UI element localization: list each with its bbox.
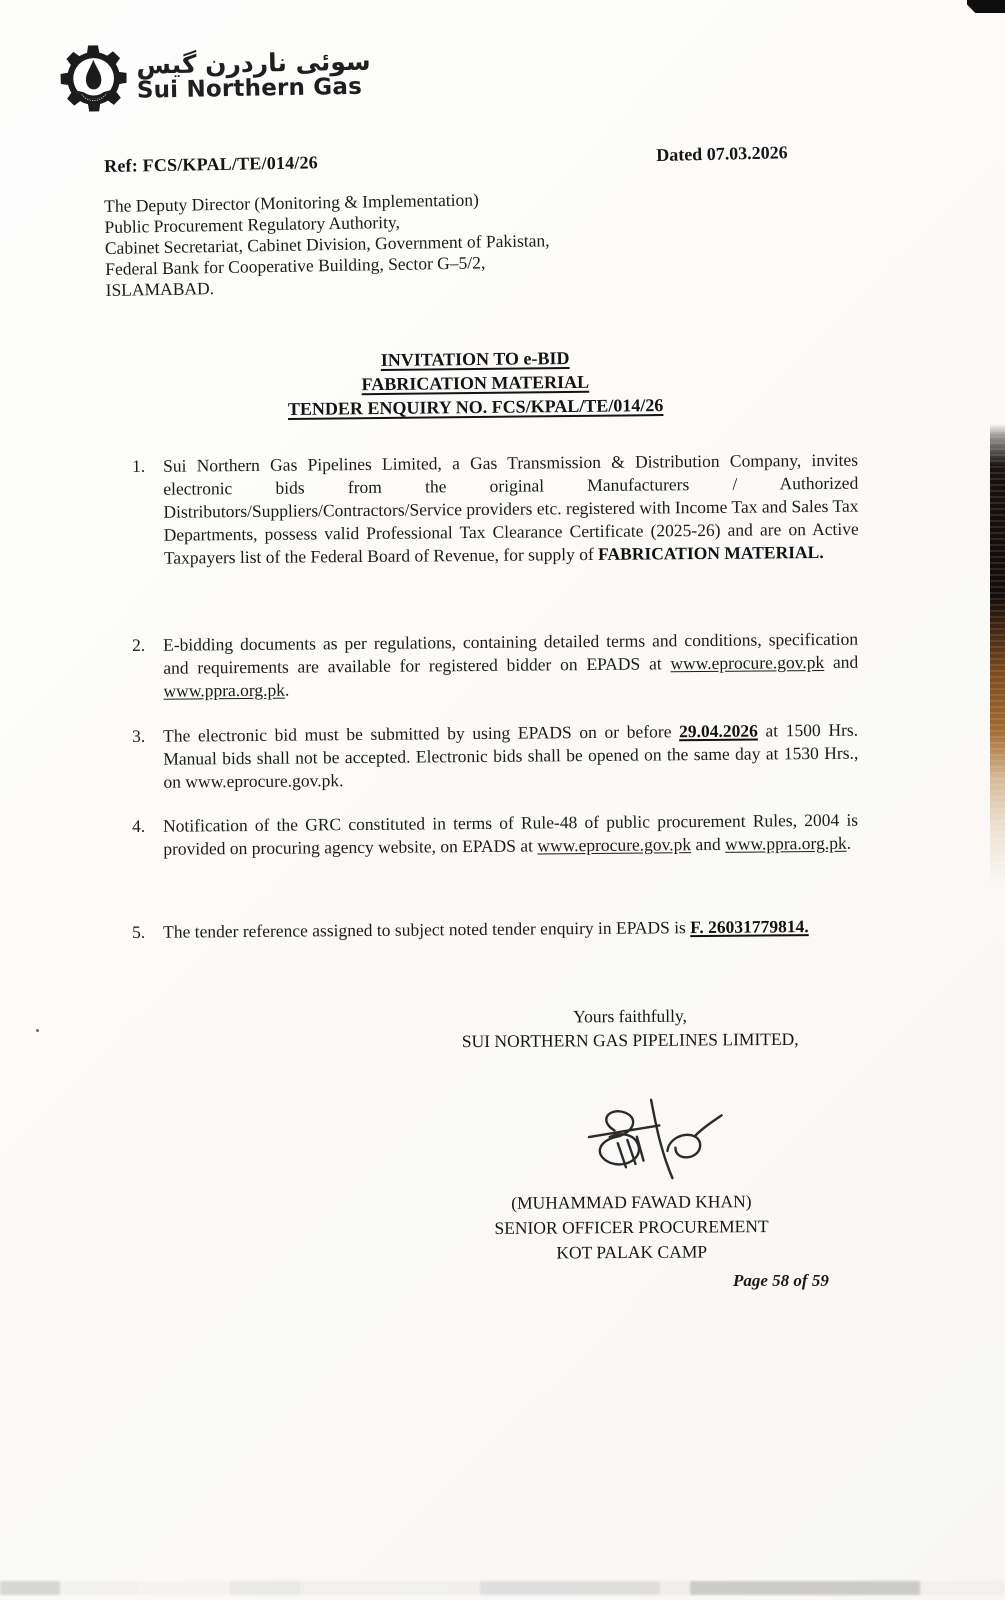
paragraph-text [163, 719, 859, 794]
reference-number: Ref: FCS/KPAL/TE/014/26 [104, 152, 319, 176]
company-logo [60, 39, 371, 114]
paragraph-segment: and [691, 833, 726, 855]
recipient-line: ISLAMABAD. [105, 278, 215, 300]
item-number: 3. [132, 725, 146, 746]
ppra-url: www.ppra.org.pk [725, 832, 847, 854]
title-line-2: FABRICATION MATERIAL [361, 371, 590, 395]
gear-flame-icon [60, 43, 127, 114]
recipient-address [104, 188, 550, 301]
paragraph-5 [132, 915, 858, 944]
item-number: 4. [132, 815, 146, 836]
paragraph-text [163, 449, 859, 570]
paragraph-segment: . [846, 832, 852, 853]
eprocure-url: www.eprocure.gov.pk [670, 651, 825, 674]
paragraph-text [163, 628, 859, 703]
tender-reference-number: F. 26031779814. [690, 916, 809, 938]
scan-speck-artifact [36, 1029, 39, 1032]
recipient-line: Public Procurement Regulatory Authority, [104, 211, 401, 237]
title-line-3: TENDER ENQUIRY NO. FCS/KPAL/TE/014/26 [287, 395, 664, 419]
recipient-line: Federal Bank for Cooperative Building, Sector G–5/2, [105, 252, 486, 279]
company-name: SUI NORTHERN GAS PIPELINES LIMITED, [461, 1028, 799, 1052]
paragraph-segment: The electronic bid must be submitted by using EPADS on or before [163, 721, 680, 746]
scan-bottom-artifact [0, 1581, 1005, 1595]
item-number: 5. [132, 921, 146, 942]
letter-date: Dated 07.03.2026 [656, 142, 788, 165]
paragraph-segment: E-bidding documents as per regulations, containing detailed terms and conditions, specification and requirements are available for registered bidder on EPADS at [163, 628, 859, 678]
signer-name: (MUHAMMAD FAWAD KHAN) [511, 1191, 752, 1213]
signer-identity [331, 1188, 932, 1267]
signer-station: KOT PALAK CAMP [556, 1241, 708, 1263]
logo-english-text: Sui Northern Gas [136, 73, 363, 104]
signature [543, 1083, 764, 1189]
logo-wordmark [136, 46, 371, 104]
paragraph-1 [132, 449, 859, 570]
paragraph-3 [132, 719, 859, 794]
paragraph-segment: The tender reference assigned to subject noted tender enquiry in EPADS is [163, 917, 691, 942]
bid-deadline-date: 29.04.2026 [678, 720, 758, 742]
letter-title [0, 342, 951, 424]
paragraph-segment: at 1500 Hrs. Manual bids shall not be accepted. Electronic bids shall be opened on the same day at 1530 Hrs., on www.eprocure.gov.pk. [163, 719, 859, 792]
paragraph-segment: . [284, 679, 290, 700]
closing-block [330, 1002, 932, 1267]
signer-title: SENIOR OFFICER PROCUREMENT [494, 1216, 769, 1238]
paragraph-segment: and [824, 651, 859, 672]
paragraph-text [163, 809, 858, 861]
title-line-1: INVITATION TO e-BID [380, 348, 570, 370]
paragraph-4 [132, 809, 858, 861]
page-number: Page 58 of 59 [733, 1271, 829, 1290]
recipient-line: Cabinet Secretariat, Cabinet Division, Government of Pakistan, [104, 230, 550, 258]
emphasized-text: FABRICATION MATERIAL. [598, 541, 824, 564]
paragraph-2 [132, 628, 859, 703]
scan-edge-artifact [990, 424, 1005, 886]
scan-corner-artifact [967, 0, 1005, 13]
ppra-url: www.ppra.org.pk [163, 679, 286, 701]
paragraph-segment: Sui Northern Gas Pipelines Limited, a Gas Transmission & Distribution Company, invites electronic bids from the original Manufacturers / Authorized Distributors/Suppliers/Contractors/Service providers etc. registered with Income Tax and Sales Tax Departments, possess valid Professional Tax Clearance Certificate (2025-26) and are on Active Taxpayers list of the Federal Board of Revenue, for supply of [163, 449, 859, 568]
paragraph-segment: Notification of the GRC constituted in terms of Rule-48 of public procurement Rules, 2004 is provided on procuring agency website, on EPADS at [163, 809, 859, 859]
logo-urdu-text: سوئی ناردرن گیس [136, 46, 371, 80]
paragraph-text [163, 915, 858, 944]
item-number: 1. [132, 455, 146, 476]
recipient-line: The Deputy Director (Monitoring & Implementation) [104, 189, 479, 216]
item-number: 2. [132, 634, 146, 655]
salutation: Yours faithfully, [573, 1005, 688, 1027]
eprocure-url: www.eprocure.gov.pk [537, 834, 692, 856]
